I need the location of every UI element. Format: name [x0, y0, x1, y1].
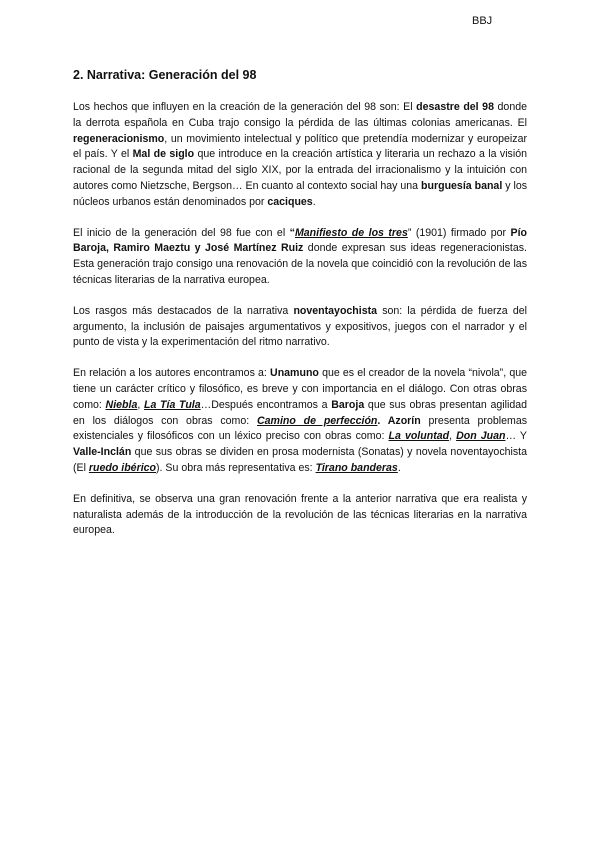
text-run: . [312, 195, 316, 208]
text-run: son: la pérdida de fuerza del argumento, la inclusión de paisajes argumentativos y expositivos, juegos con el narrador y el punto de vista y la experimentación del ritmo narrativo. [73, 304, 527, 349]
text-run: El inicio de la generación del 98 fue con el [73, 226, 290, 239]
work-title: Don Juan [456, 430, 506, 443]
text-run: ). Su obra más representativa es: [156, 461, 316, 474]
paragraph-features [73, 304, 527, 351]
bold-term: Pío Baroja, Ramiro Maeztu y José Martínez Ruiz [73, 226, 527, 255]
work-title: La Tía Tula [143, 398, 201, 411]
bold-term: burguesía banal [421, 179, 503, 192]
text-run: que es el creador de la novela “nivola”, que tiene un carácter crítico y filosófico, es breve y con importancia en el diálogo. Con otras obras como: [73, 367, 527, 411]
text-run: , [137, 398, 144, 411]
author-name: Baroja [331, 398, 365, 411]
bold-term: regeneracionismo [73, 132, 165, 145]
text-run: y los núcleos urbanos están denominados por [73, 179, 528, 208]
author-name: Valle-Inclán [73, 446, 132, 459]
text-run: … Y [505, 430, 527, 443]
text-run: En definitiva, se observa una gran renovación frente a la anterior narrativa que era realista y naturalista además de la introducción de la revolución de las técnicas literarias en la narrativa europea. [73, 492, 527, 537]
work-title: Niebla [105, 398, 138, 411]
text-run: …Después encontramos a [200, 398, 332, 411]
header-initials: BBJ [472, 15, 493, 27]
bold-term: noventayochista [293, 304, 378, 317]
text-run: que introduce en la creación artística y literaria un rechazo a la visión racional de la segunda mitad del siglo XIX, por la entrada del irracionalismo y la intuición con autores como Nietzsche, Bergson… En cuanto al contexto social hay una [73, 148, 527, 192]
text-run: . [397, 461, 401, 474]
paragraph-conclusion [73, 492, 527, 539]
text-run: (1901) firmado por [411, 226, 511, 239]
text-run: donde la derrota española en Cuba trajo consigo la pérdida de las últimas colonias americanas. El [73, 101, 527, 129]
text-run: Los hechos que influyen en la creación de la generación del 98 son: El [73, 101, 417, 113]
text-run: que sus obras presentan agilidad en los diálogos con obras como: [73, 398, 527, 427]
document-body [73, 100, 527, 554]
author-name: . Azorín [377, 414, 421, 427]
work-title: Manifiesto de los tres [294, 226, 408, 239]
paragraph-origin [73, 226, 527, 289]
text-run: En relación a los autores encontramos a: [73, 367, 271, 380]
text-run: , [449, 430, 457, 443]
text-run: que sus obras se dividen en prosa modernista (Sonatas) y novela noventayochista (El [73, 446, 527, 474]
work-title: ruedo ibérico [88, 461, 156, 474]
author-name: Unamuno [270, 367, 319, 380]
text-run: , un movimiento intelectual y político que pretendía modernizar y europeizar el país. Y el [73, 132, 527, 161]
paragraph-context [73, 100, 527, 211]
paragraph-authors [73, 366, 527, 477]
text-run: presenta problemas existenciales y filosóficos con un léxico preciso con obras como: [73, 414, 528, 443]
text-run: Los rasgos más destacados de la narrativa [73, 304, 294, 317]
bold-term: desastre del 98 [416, 101, 494, 113]
work-title: Camino de perfección [257, 414, 378, 427]
quote-mark: ” [407, 226, 412, 239]
page-title: 2. Narrativa: Generación del 98 [73, 68, 257, 82]
quote-mark: “ [289, 226, 295, 239]
work-title: La voluntad [388, 430, 450, 443]
text-run: donde expresan sus ideas regeneracionistas. Esta generación trajo consigo una renovación de la novela que coincidió con la revolución de las técnicas literarias de la narrativa europea. [73, 242, 527, 286]
work-title: Tirano banderas [315, 461, 398, 474]
bold-term: caciques [267, 195, 313, 208]
bold-term: Mal de siglo [132, 148, 195, 161]
